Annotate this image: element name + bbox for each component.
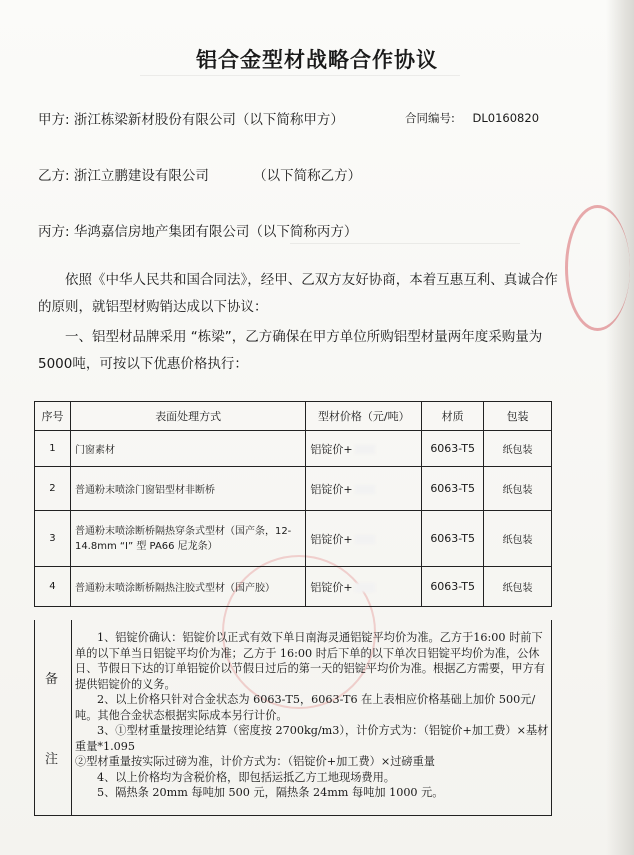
party-b-value: 浙江立鹏建设有限公司 — [73, 168, 209, 184]
row-method: 普通粉末喷涂断桥隔热注胶式型材（国产胶） — [70, 567, 305, 607]
party-a-line — [38, 108, 344, 128]
price-table — [34, 401, 552, 607]
page-edge-shadow — [606, 0, 634, 855]
redacted-value — [355, 583, 375, 592]
party-c-label: 丙方: — [38, 224, 70, 240]
notes-body — [75, 630, 549, 801]
note-item: 2、以上价格只针对合金状态为 6063-T5，6063-T6 在上表相应价格基础上加价 500元/吨。其他合金状态根据实际成本另行计价。 — [75, 693, 536, 722]
contract-number-label: 合同编号: — [405, 111, 455, 125]
row-no: 1 — [35, 431, 71, 467]
row-no: 3 — [35, 511, 71, 567]
row-material: 6063-T5 — [422, 511, 484, 567]
header-packaging: 包装 — [484, 402, 552, 431]
row-price — [306, 467, 422, 511]
row-method: 普通粉末喷涂断桥隔热穿条式型材（国产条，12-14.8mm “I” 型 PA66 尼龙条） — [70, 511, 305, 567]
party-a-label: 甲方: — [38, 112, 70, 128]
price-text: 铝锭价+ — [310, 532, 353, 546]
note-item: ②型材重量按实际过磅为准，计价方式为：（铝锭价+加工费）×过磅重量 — [75, 755, 435, 768]
row-material: 6063-T5 — [422, 567, 484, 607]
row-no: 4 — [35, 567, 71, 607]
row-price — [306, 431, 422, 467]
table-row — [35, 567, 552, 607]
row-method: 普通粉末喷涂门窗铝型材非断桥 — [70, 467, 305, 511]
header-no: 序号 — [35, 402, 71, 431]
party-b-suffix: （以下简称乙方） — [253, 168, 362, 184]
note-item: 3、①型材重量按理论结算（密度按 2700kg/m3），计价方式为：（铝锭价+加工费）×基材重量*1.095 — [75, 724, 549, 753]
table-header-row — [35, 402, 552, 431]
note-item: 5、隔热条 20mm 每吨加 500 元，隔热条 24mm 每吨加 1000 元。 — [97, 786, 444, 799]
party-a-value: 浙江栋梁新材股份有限公司（以下简称甲方） — [73, 112, 344, 128]
party-b-line — [38, 164, 361, 184]
contract-number — [405, 110, 539, 126]
red-seal-stamp — [565, 205, 630, 331]
notes-label — [35, 620, 72, 815]
header-price: 型材价格（元/吨） — [306, 402, 422, 431]
price-text: 铝锭价+ — [310, 580, 353, 594]
notes-section — [34, 620, 552, 816]
document-title: 铝合金型材战略合作协议 — [196, 48, 438, 72]
redacted-value — [355, 485, 375, 494]
row-material: 6063-T5 — [422, 467, 484, 511]
table-row — [35, 467, 552, 511]
note-item: 4、以上价格均为含税价格，即包括运抵乙方工地现场费用。 — [97, 770, 395, 784]
contract-number-value: DL0160820 — [472, 111, 540, 125]
notes-label-top: 备 — [45, 672, 59, 687]
party-b-label: 乙方: — [38, 168, 70, 184]
table-row — [35, 511, 552, 567]
header-material: 材质 — [422, 402, 484, 431]
party-c-line — [38, 220, 357, 240]
price-text: 铝锭价+ — [310, 482, 353, 496]
row-packaging: 纸包装 — [484, 567, 552, 607]
row-packaging: 纸包装 — [484, 467, 552, 511]
row-price — [306, 511, 422, 567]
price-text: 铝锭价+ — [310, 442, 353, 456]
notes-label-bottom: 注 — [45, 752, 59, 767]
row-packaging: 纸包装 — [484, 511, 552, 567]
redacted-value — [355, 445, 375, 454]
clause-1-paragraph: 一、铝型材品牌采用 “栋梁”，乙方确保在甲方单位所购铝型材量两年度采购量为5000吨，可按以下优惠价格执行： — [38, 329, 543, 372]
row-material: 6063-T5 — [422, 431, 484, 467]
redacted-value — [355, 535, 375, 544]
header-method: 表面处理方式 — [70, 402, 305, 431]
row-packaging: 纸包装 — [484, 431, 552, 467]
row-no: 2 — [35, 467, 71, 511]
note-item: 1、铝锭价确认：铝锭价以正式有效下单日南海灵通铝锭平均价为准。乙方于16:00 时前下单的以下单当日铝锭平均价为准；乙方于 16:00 时后下单的以下单次日铝锭平均价为准，公休日、节假日下达的订单铝锭价以节假日过后的第一天的铝锭平均价为准。根据乙方需要，甲方有提供铝锭价的义务。 — [75, 631, 545, 691]
intro-paragraph: 依照《中华人民共和国合同法》，经甲、乙双方友好协商，本着互惠互利、真诚合作的原则，就铝型材购销达成以下协议： — [38, 272, 558, 315]
row-method: 门窗素材 — [70, 431, 305, 467]
table-row — [35, 431, 552, 467]
party-c-value: 华鸿嘉信房地产集团有限公司（以下简称丙方） — [73, 224, 358, 240]
row-price — [306, 567, 422, 607]
